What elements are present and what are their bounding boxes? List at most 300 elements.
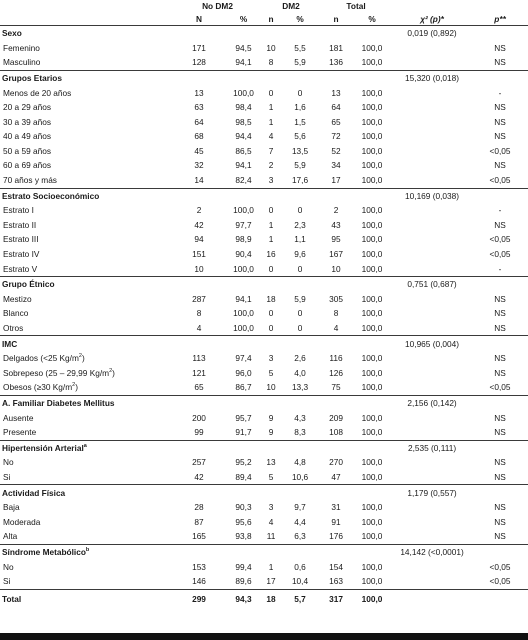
empty-cell — [280, 395, 320, 410]
no-dm2-pct-cell: 86,5 — [235, 145, 252, 156]
row-label — [0, 41, 173, 56]
empty-cell — [392, 115, 472, 130]
no-dm2-pct-cell: 100,0 — [233, 205, 254, 216]
row-label-text: Alta — [3, 531, 18, 542]
empty-cell — [225, 277, 262, 292]
total-pct-cell: 100,0 — [361, 116, 383, 127]
no-dm2-pct-cell: 89,4 — [235, 471, 252, 482]
dm2-pct-cell: 4,8 — [294, 457, 306, 468]
empty-cell — [392, 292, 472, 307]
p-value-cell: <0,05 — [489, 175, 511, 186]
row-label — [0, 173, 173, 188]
empty-cell — [320, 485, 352, 500]
p-value-cell: NS — [494, 160, 506, 171]
row-label — [0, 321, 173, 336]
total-pct-cell: 100,0 — [361, 263, 383, 274]
table-row — [0, 203, 528, 218]
row-label — [0, 158, 173, 173]
dm2-n-cell: 2 — [268, 160, 274, 171]
dm2-pct-cell: 5,9 — [294, 160, 306, 171]
row-label-text: Delgados (<25 Kg/m — [3, 353, 79, 364]
section-title — [0, 336, 173, 351]
total-pct-cell: 100,0 — [361, 308, 383, 319]
empty-cell — [392, 500, 472, 515]
row-label — [0, 559, 173, 574]
section-title-text: Grupo Étnico — [2, 279, 55, 290]
empty-cell — [392, 203, 472, 218]
empty-cell — [262, 70, 280, 85]
dm2-n-cell: 8 — [268, 57, 274, 68]
row-label-text: Estrato I — [3, 205, 34, 216]
col-header-n2: n — [262, 13, 280, 26]
dm2-n-cell: 5 — [268, 367, 274, 378]
no-dm2-n-cell: 128 — [192, 57, 206, 68]
empty-cell — [320, 395, 352, 410]
total-n-cell: 34 — [331, 160, 341, 171]
no-dm2-n-cell: 94 — [194, 234, 204, 245]
no-dm2-n-cell: 165 — [192, 531, 206, 542]
header-blank — [0, 0, 173, 13]
total-n-cell: 72 — [331, 131, 341, 142]
empty-cell — [173, 336, 225, 351]
row-label — [0, 129, 173, 144]
dm2-pct-cell: 13,5 — [291, 145, 309, 156]
group-total-title: Total — [346, 1, 366, 12]
dm2-pct-cell: 5,9 — [294, 293, 306, 304]
empty-cell — [262, 440, 280, 455]
empty-cell — [392, 129, 472, 144]
p-value-cell: <0,05 — [489, 561, 511, 572]
empty-cell — [352, 336, 392, 351]
table-row — [0, 85, 528, 100]
empty-cell — [472, 26, 528, 41]
group-no-dm2-title: No DM2 — [202, 1, 233, 12]
total-n-cell: 4 — [333, 323, 339, 334]
table-row — [0, 100, 528, 115]
empty-cell — [173, 395, 225, 410]
dm2-n-cell: 3 — [268, 502, 274, 513]
row-label-text: Estrato II — [3, 219, 37, 230]
table-row — [0, 218, 528, 233]
dm2-n-cell: 3 — [268, 175, 274, 186]
table-row — [0, 262, 528, 277]
chi-square-value: 2,535 (0,111) — [392, 440, 472, 455]
row-label — [0, 470, 173, 485]
chi-square-value: 2,156 (0,142) — [392, 395, 472, 410]
dm2-n-cell: 1 — [268, 234, 274, 245]
superscript: 2 — [78, 353, 82, 360]
empty-cell — [392, 85, 472, 100]
chi-square-value: 0,019 (0,892) — [407, 28, 457, 39]
total-n-cell: 108 — [329, 427, 343, 438]
row-label — [0, 425, 173, 440]
p-value-cell: NS — [494, 116, 506, 127]
dm2-pct-cell: 5,9 — [294, 57, 306, 68]
dm2-pct-cell: 1,5 — [294, 116, 306, 127]
row-label-text: Si — [3, 576, 11, 587]
dm2-pct-cell: 4,4 — [294, 516, 306, 527]
bottom-border — [0, 633, 528, 640]
total-pct-cell: 100,0 — [361, 57, 383, 68]
table-row — [0, 425, 528, 440]
empty-cell — [472, 70, 528, 85]
section-title-text: A. Familiar Diabetes Mellitus — [2, 397, 115, 408]
empty-cell — [392, 158, 472, 173]
total-n-cell: 43 — [331, 219, 341, 230]
total-pct-cell: 100,0 — [361, 353, 383, 364]
empty-cell — [320, 277, 352, 292]
dm2-pct-cell: 4,0 — [294, 367, 306, 378]
empty-cell — [392, 559, 472, 574]
row-label — [0, 55, 173, 70]
row-label-text: 60 a 69 años — [3, 160, 51, 171]
empty-cell — [225, 544, 262, 559]
p-value-cell: <0,05 — [489, 145, 511, 156]
no-dm2-pct-cell: 94,5 — [235, 42, 252, 53]
total-pct-cell: 100,0 — [361, 427, 383, 438]
section-title — [0, 26, 173, 41]
dm2-n-cell: 10 — [266, 42, 276, 53]
col-header-pct3: % — [352, 13, 392, 26]
empty-cell — [225, 336, 262, 351]
no-dm2-n-cell: 42 — [194, 471, 204, 482]
no-dm2-n-cell: 14 — [194, 175, 204, 186]
no-dm2-pct-cell: 96,0 — [235, 367, 252, 378]
row-label-text: Estrato III — [3, 234, 39, 245]
row-label — [0, 380, 173, 395]
no-dm2-n-cell: 257 — [192, 457, 206, 468]
total-n-cell: 126 — [329, 367, 343, 378]
no-dm2-n-cell: 113 — [192, 353, 206, 364]
row-label — [0, 100, 173, 115]
empty-cell — [320, 544, 352, 559]
empty-cell — [262, 395, 280, 410]
empty-cell — [262, 26, 280, 41]
total-n-cell: 270 — [329, 457, 343, 468]
empty-cell — [320, 336, 352, 351]
row-label-text: Si — [3, 471, 11, 482]
total-n-cell: 10 — [331, 263, 341, 274]
row-label — [0, 366, 173, 381]
total-n-cell: 136 — [329, 57, 343, 68]
empty-cell — [262, 277, 280, 292]
row-label-text: Mestizo — [3, 293, 32, 304]
row-label-text: Ausente — [3, 412, 34, 423]
empty-cell — [173, 70, 225, 85]
total-pct-cell: 100,0 — [361, 531, 383, 542]
no-dm2-pct-cell: 100,0 — [233, 323, 254, 334]
empty-cell — [280, 440, 320, 455]
row-label-text: Otros — [3, 323, 24, 334]
section-title-text: Estrato Socioeconómico — [2, 190, 100, 201]
dm2-n-cell: 0 — [268, 308, 274, 319]
p-value-cell: NS — [494, 427, 506, 438]
table-row — [0, 55, 528, 70]
no-dm2-n-cell: 32 — [194, 160, 204, 171]
row-label-text: No — [3, 561, 14, 572]
row-label-text: 50 a 59 años — [3, 145, 51, 156]
section-title — [0, 395, 173, 410]
no-dm2-n-cell: 153 — [192, 561, 206, 572]
empty-cell — [392, 574, 472, 589]
total-pct-cell: 100,0 — [361, 502, 383, 513]
row-label-text: 40 a 49 años — [3, 131, 51, 142]
section-header-row — [0, 395, 528, 410]
total-pct-cell: 100,0 — [361, 175, 383, 186]
section-title-text: Síndrome Metabólico — [2, 546, 86, 557]
row-label — [0, 574, 173, 589]
chi-square-value: 10,965 (0,004) — [392, 336, 472, 351]
superscript: 2 — [109, 368, 113, 375]
no-dm2-pct-cell: 86,7 — [235, 382, 252, 393]
empty-cell — [225, 26, 262, 41]
no-dm2-n-cell: 42 — [194, 219, 204, 230]
total-n-cell: 13 — [331, 87, 341, 98]
dm2-n-cell: 10 — [266, 382, 276, 393]
superscript: 2 — [72, 382, 76, 389]
row-label — [0, 203, 173, 218]
no-dm2-pct-cell: 100,0 — [233, 308, 254, 319]
no-dm2-n-cell: 45 — [194, 145, 204, 156]
total-no-dm2-n-cell: 299 — [173, 589, 225, 610]
dm2-n-cell: 16 — [266, 249, 276, 260]
section-header-row — [0, 26, 528, 41]
empty-cell — [392, 515, 472, 530]
p-value-cell: <0,05 — [489, 249, 511, 260]
row-label — [0, 292, 173, 307]
empty-cell — [392, 306, 472, 321]
chi-square-value: 14,142 (<0,0001) — [392, 544, 472, 559]
no-dm2-n-cell: 151 — [192, 249, 206, 260]
total-n-cell: 65 — [331, 116, 341, 127]
table-row — [0, 410, 528, 425]
row-label — [0, 85, 173, 100]
dm2-pct-cell: 2,3 — [294, 219, 306, 230]
total-pct-cell: 100,0 — [361, 457, 383, 468]
p-value-cell: NS — [494, 471, 506, 482]
no-dm2-pct-cell: 95,7 — [235, 412, 252, 423]
total-pct-cell: 100,0 — [361, 42, 383, 53]
empty-cell — [392, 173, 472, 188]
p-value-cell: NS — [494, 308, 506, 319]
dm2-n-cell: 18 — [266, 293, 276, 304]
row-label — [0, 247, 173, 262]
table-row — [0, 41, 528, 56]
empty-cell — [392, 144, 472, 159]
header-blank-4 — [0, 13, 173, 26]
total-pct-cell: 100,0 — [361, 293, 383, 304]
total-n-cell: 64 — [331, 102, 341, 113]
empty-cell — [173, 188, 225, 203]
total-n-cell: 176 — [329, 531, 343, 542]
no-dm2-n-cell: 287 — [192, 293, 206, 304]
section-title — [0, 277, 173, 292]
header-blank-3 — [472, 0, 528, 13]
p-value-cell: NS — [494, 367, 506, 378]
table-row — [0, 173, 528, 188]
table-row — [0, 158, 528, 173]
dm2-n-cell: 1 — [268, 116, 274, 127]
dm2-n-cell: 3 — [268, 353, 274, 364]
empty-cell — [320, 188, 352, 203]
empty-cell — [392, 321, 472, 336]
no-dm2-n-cell: 200 — [192, 412, 206, 423]
dm2-n-cell: 0 — [268, 263, 274, 274]
p-value-cell: NS — [494, 57, 506, 68]
row-label — [0, 144, 173, 159]
dm2-n-cell: 11 — [266, 531, 276, 542]
empty-cell — [392, 55, 472, 70]
empty-cell — [472, 188, 528, 203]
table-row — [0, 321, 528, 336]
row-label — [0, 218, 173, 233]
section-header-row — [0, 336, 528, 351]
total-pct-cell: 100,0 — [361, 234, 383, 245]
total-n-cell: 181 — [329, 42, 343, 53]
table-row — [0, 247, 528, 262]
no-dm2-pct-cell: 99,4 — [235, 561, 252, 572]
no-dm2-pct-cell: 94,1 — [235, 293, 252, 304]
total-n-cell: 8 — [333, 308, 339, 319]
no-dm2-pct-cell: 89,6 — [235, 576, 252, 587]
dm2-pct-cell: 1,6 — [294, 102, 306, 113]
row-label-text: No — [3, 457, 14, 468]
dm2-pct-cell: 1,1 — [294, 234, 306, 245]
empty-cell — [392, 366, 472, 381]
total-pct-cell: 100,0 — [361, 382, 383, 393]
row-label-text: Femenino — [3, 42, 40, 53]
chi-square-value: 1,179 (0,557) — [392, 485, 472, 500]
dm2-pct-cell: 5,6 — [294, 131, 306, 142]
no-dm2-n-cell: 64 — [194, 116, 204, 127]
total-n-cell: 47 — [331, 471, 341, 482]
p-value-cell: <0,05 — [489, 234, 511, 245]
table-row — [0, 366, 528, 381]
empty-cell — [392, 380, 472, 395]
total-total-n-cell: 317 — [320, 589, 352, 610]
table-row — [0, 500, 528, 515]
empty-cell — [262, 336, 280, 351]
row-label — [0, 515, 173, 530]
empty-cell — [280, 485, 320, 500]
table-row — [0, 574, 528, 589]
table-row — [0, 115, 528, 130]
total-pct-cell: 100,0 — [361, 576, 383, 587]
empty-cell — [352, 188, 392, 203]
row-label-text: Blanco — [3, 308, 29, 319]
dm2-pct-cell: 13,3 — [291, 382, 309, 393]
dm2-pct-cell: 10,6 — [291, 471, 309, 482]
table-row — [0, 380, 528, 395]
total-dm2-n-cell: 18 — [262, 589, 280, 610]
p-value-cell: NS — [494, 531, 506, 542]
p-value-cell: NS — [494, 102, 506, 113]
row-label-text: 70 años y más — [3, 175, 57, 186]
table-row — [0, 455, 528, 470]
empty-cell — [392, 351, 472, 366]
dm2-n-cell: 9 — [268, 412, 274, 423]
no-dm2-n-cell: 68 — [194, 131, 204, 142]
table-row — [0, 529, 528, 544]
empty-cell — [352, 544, 392, 559]
p-value-cell: NS — [494, 219, 506, 230]
total-pct-cell: 100,0 — [361, 412, 383, 423]
section-title-text: Actividad Física — [2, 487, 66, 498]
empty-cell — [280, 336, 320, 351]
empty-cell — [472, 336, 528, 351]
total-pct-cell: 100,0 — [361, 87, 383, 98]
empty-cell — [392, 470, 472, 485]
section-header-row — [0, 544, 528, 559]
table-row — [0, 515, 528, 530]
total-pct-cell: 100,0 — [361, 471, 383, 482]
total-pct-cell: 100,0 — [361, 219, 383, 230]
empty-cell — [280, 26, 320, 41]
p-value-cell: - — [498, 205, 502, 216]
empty-cell — [392, 218, 472, 233]
no-dm2-pct-cell: 97,7 — [235, 219, 252, 230]
empty-cell — [262, 188, 280, 203]
total-n-cell: 163 — [329, 576, 343, 587]
empty-cell — [472, 395, 528, 410]
p-value-cell: NS — [494, 412, 506, 423]
dm2-n-cell: 4 — [268, 131, 274, 142]
dm2-n-cell: 1 — [268, 219, 274, 230]
total-n-cell: 305 — [329, 293, 343, 304]
col-header-n1: N — [173, 13, 225, 26]
empty-cell — [225, 188, 262, 203]
total-n-cell: 95 — [331, 234, 341, 245]
p-value-cell: NS — [494, 293, 506, 304]
section-title — [0, 70, 173, 85]
empty-cell — [472, 589, 528, 610]
row-label-tail: ) — [112, 367, 115, 378]
p-value-cell: NS — [494, 502, 506, 513]
empty-cell — [280, 544, 320, 559]
section-header-row — [0, 70, 528, 85]
row-label-text: Menos de 20 años — [3, 87, 72, 98]
section-header-row — [0, 440, 528, 455]
total-pct-cell: 100,0 — [361, 131, 383, 142]
p-value-cell: <0,05 — [489, 382, 511, 393]
dm2-n-cell: 4 — [268, 516, 274, 527]
total-total-pct-cell: 100,0 — [352, 589, 392, 610]
empty-cell — [225, 70, 262, 85]
no-dm2-pct-cell: 94,1 — [235, 57, 252, 68]
dm2-n-cell: 5 — [268, 471, 274, 482]
empty-cell — [352, 277, 392, 292]
dm2-pct-cell: 9,6 — [294, 249, 306, 260]
row-label-text: 20 a 29 años — [3, 102, 51, 113]
group-dm2-title: DM2 — [282, 1, 300, 12]
no-dm2-pct-cell: 90,4 — [235, 249, 252, 260]
dm2-n-cell: 17 — [266, 576, 276, 587]
no-dm2-n-cell: 171 — [192, 42, 206, 53]
table-row — [0, 292, 528, 307]
p-value-cell: NS — [494, 323, 506, 334]
table-row — [0, 144, 528, 159]
row-label-text: Obesos (≥30 Kg/m — [3, 382, 73, 393]
total-pct-cell: 100,0 — [361, 145, 383, 156]
row-label — [0, 306, 173, 321]
total-n-cell: 116 — [329, 353, 343, 364]
empty-cell — [392, 529, 472, 544]
row-label — [0, 262, 173, 277]
empty-cell — [280, 70, 320, 85]
row-label-text: Masculino — [3, 57, 41, 68]
section-title — [0, 485, 173, 500]
dm2-n-cell: 0 — [268, 323, 274, 334]
